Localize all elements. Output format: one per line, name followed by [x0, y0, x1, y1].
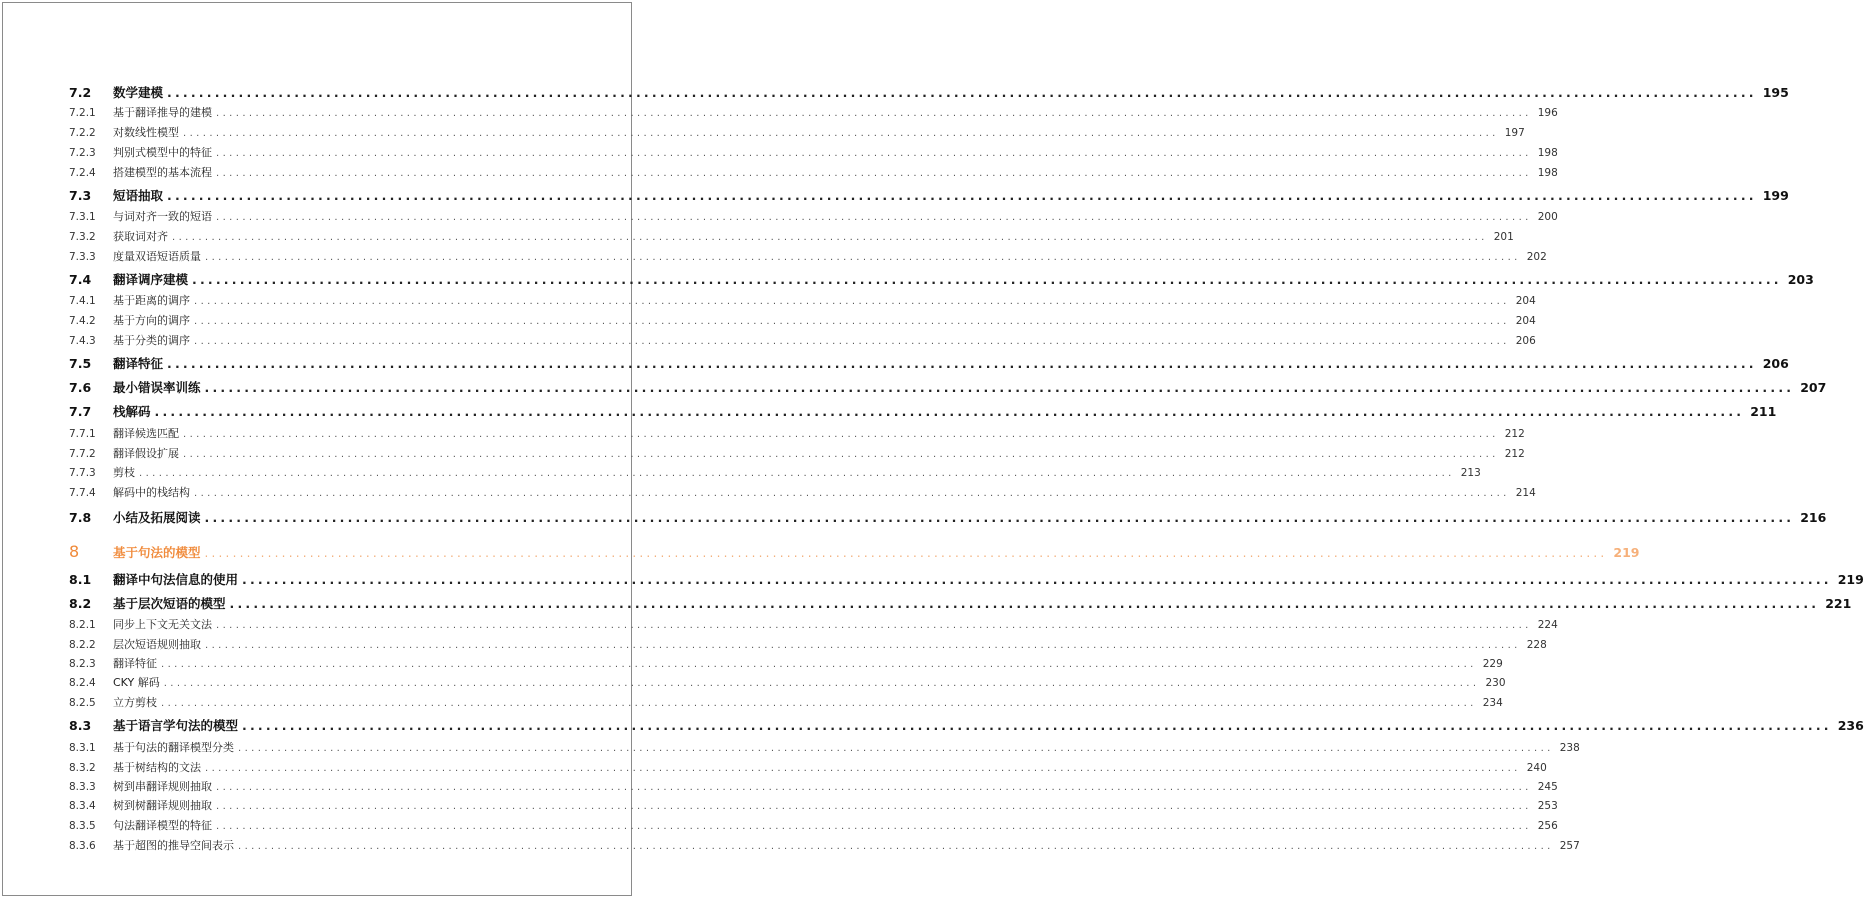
dot-leader: ........................................................................................................................................................................................................ [216, 782, 1532, 793]
toc-entry-7-2-3[interactable] [69, 144, 1558, 160]
toc-entry-page-number: 198 [1537, 167, 1558, 179]
toc-entry-number: 7.5 [69, 356, 92, 371]
toc-entry-number: 7.8 [69, 510, 92, 525]
toc-entry-page-number: 234 [1482, 697, 1503, 709]
toc-entry-page-number: 253 [1537, 800, 1558, 812]
dot-leader: ........................................................................................................................................................................................................ [205, 640, 1521, 651]
toc-entry-7-3[interactable] [69, 186, 1789, 204]
toc-entry-title: 翻译特征 [113, 657, 157, 670]
toc-entry-number: 7.6 [69, 380, 92, 395]
document-page [2, 2, 1864, 896]
toc-entry-7-7-2[interactable] [69, 445, 1525, 461]
dot-leader: ........................................................................................................................................................................................................ [194, 296, 1510, 307]
toc-entry-title: 小结及拓展阅读 [113, 510, 201, 525]
toc-entry-number: 8.2.1 [69, 619, 96, 631]
toc-entry-title: 立方剪枝 [113, 696, 157, 709]
dot-leader: ........................................................................................................................................................................................................ [216, 148, 1532, 159]
toc-entry-number: 7.4.1 [69, 295, 96, 307]
toc-entry-title: 搭建模型的基本流程 [113, 166, 212, 179]
toc-entry-number: 7.7.3 [69, 467, 96, 479]
dot-leader: ........................................................................................................................................................................................................ [167, 188, 1757, 203]
dot-leader: ........................................................................................................................................................................................................ [194, 488, 1510, 499]
toc-entry-title: 短语抽取 [113, 188, 164, 203]
toc-entry-title: 最小错误率训练 [113, 380, 201, 395]
dot-leader: ........................................................................................................................................................................................................ [242, 572, 1832, 587]
dot-leader: ........................................................................................................................................................................................................ [183, 429, 1499, 440]
toc-entry-title: 与词对齐一致的短语 [113, 210, 212, 223]
toc-entry-number: 8.2.2 [69, 639, 96, 651]
toc-entry-page-number: 245 [1537, 781, 1558, 793]
toc-entry-title: 基于翻译推导的建模 [113, 106, 212, 119]
toc-entry-title: 翻译假设扩展 [113, 447, 179, 460]
toc-entry-7-7[interactable] [69, 402, 1777, 420]
toc-entry-page-number: 206 [1515, 335, 1536, 347]
toc-entry-page-number: 221 [1825, 596, 1852, 611]
toc-entry-page-number: 229 [1482, 658, 1503, 670]
toc-entry-title: 基于树结构的文法 [113, 761, 201, 774]
dot-leader: ........................................................................................................................................................................................................ [229, 596, 1820, 611]
toc-entry-number: 8.3.1 [69, 742, 96, 754]
toc-entry-title: 翻译候选匹配 [113, 427, 179, 440]
toc-entry-number: 8 [69, 542, 80, 561]
toc-entry-page-number: 196 [1537, 107, 1558, 119]
toc-entry-page-number: 257 [1559, 840, 1580, 852]
dot-leader: ........................................................................................................................................................................................................ [167, 85, 1757, 100]
toc-entry-number: 8.2.5 [69, 697, 96, 709]
toc-entry-7-4-1[interactable] [69, 292, 1536, 308]
toc-entry-title: 翻译调序建模 [113, 272, 189, 287]
toc-entry-page-number: 236 [1837, 718, 1864, 733]
toc-entry-number: 7.3 [69, 188, 92, 203]
toc-entry-7-7-3[interactable] [69, 464, 1481, 480]
dot-leader: ........................................................................................................................................................................................................ [216, 108, 1532, 119]
dot-leader: ........................................................................................................................................................................................................ [205, 763, 1521, 774]
toc-entry-7-3-2[interactable] [69, 228, 1514, 244]
toc-entry-7-2-1[interactable] [69, 104, 1558, 120]
toc-entry-number: 8.3.5 [69, 820, 96, 832]
toc-entry-page-number: 228 [1526, 639, 1547, 651]
toc-entry-title: 树到树翻译规则抽取 [113, 799, 212, 812]
toc-entry-title: 树到串翻译规则抽取 [113, 780, 212, 793]
toc-entry-title: 句法翻译模型的特征 [113, 819, 212, 832]
toc-entry-page-number: 206 [1762, 356, 1789, 371]
toc-entry-8-3[interactable] [69, 716, 1864, 734]
table-of-contents [3, 3, 1864, 895]
toc-entry-page-number: 216 [1800, 510, 1827, 525]
toc-entry-title: CKY 解码 [113, 676, 160, 689]
dot-leader: ........................................................................................................................................................................................................ [204, 380, 1795, 395]
toc-entry-title: 基于分类的调序 [113, 334, 190, 347]
toc-entry-page-number: 230 [1485, 677, 1506, 689]
toc-entry-7-2-4[interactable] [69, 164, 1558, 180]
toc-entry-title: 栈解码 [113, 404, 151, 419]
dot-leader: ........................................................................................................................................................................................................ [238, 743, 1554, 754]
dot-leader: ........................................................................................................................................................................................................ [238, 841, 1554, 852]
toc-entry-number: 7.7.1 [69, 428, 96, 440]
toc-entry-number: 7.7 [69, 404, 92, 419]
toc-entry-title: 度量双语短语质量 [113, 250, 201, 263]
toc-entry-title: 基于语言学句法的模型 [113, 718, 239, 733]
toc-entry-8-2-5[interactable] [69, 694, 1503, 710]
toc-entry-title: 获取词对齐 [113, 230, 168, 243]
toc-entry-number: 8.2.3 [69, 658, 96, 670]
toc-entry-title: 基于超图的推导空间表示 [113, 839, 234, 852]
toc-entry-8-3-1[interactable] [69, 739, 1580, 755]
toc-entry-number: 7.2.3 [69, 147, 96, 159]
toc-entry-8-2-2[interactable] [69, 636, 1547, 652]
dot-leader: ........................................................................................................................................................................................................ [216, 801, 1532, 812]
dot-leader: ........................................................................................................................................................................................................ [161, 698, 1477, 709]
toc-entry-page-number: 214 [1515, 487, 1536, 499]
toc-entry-page-number: 197 [1504, 127, 1525, 139]
toc-entry-number: 8.3.2 [69, 762, 96, 774]
dot-leader: ........................................................................................................................................................................................................ [192, 272, 1782, 287]
toc-entry-title: 基于方向的调序 [113, 314, 190, 327]
toc-entry-title: 基于句法的翻译模型分类 [113, 741, 234, 754]
toc-entry-number: 7.2.2 [69, 127, 96, 139]
toc-entry-page-number: 195 [1762, 85, 1789, 100]
dot-leader: ........................................................................................................................................................................................................ [154, 404, 1745, 419]
dot-leader: ........................................................................................................................................................................................................ [139, 468, 1455, 479]
dot-leader: ........................................................................................................................................................................................................ [172, 232, 1488, 243]
toc-entry-number: 8.3.4 [69, 800, 96, 812]
toc-entry-number: 7.3.3 [69, 251, 96, 263]
toc-entry-page-number: 203 [1787, 272, 1814, 287]
toc-entry-page-number: 212 [1504, 428, 1525, 440]
toc-entry-title: 判别式模型中的特征 [113, 146, 212, 159]
toc-entry-8-1[interactable] [69, 570, 1864, 588]
toc-entry-number: 7.2.4 [69, 167, 96, 179]
toc-entry-7-4-3[interactable] [69, 332, 1536, 348]
toc-entry-number: 8.2 [69, 596, 92, 611]
toc-entry-page-number: 219 [1837, 572, 1864, 587]
dot-leader: ........................................................................................................................................................................................................ [216, 168, 1532, 179]
toc-entry-8-2[interactable] [69, 594, 1852, 612]
toc-entry-page-number: 240 [1526, 762, 1547, 774]
toc-entry-number: 8.2.4 [69, 677, 96, 689]
toc-entry-number: 8.3.3 [69, 781, 96, 793]
toc-entry-page-number: 219 [1613, 545, 1640, 560]
dot-leader: ........................................................................................................................................................................................................ [194, 316, 1510, 327]
dot-leader: ........................................................................................................................................................................................................ [167, 356, 1757, 371]
toc-entry-8-3-4[interactable] [69, 797, 1558, 813]
toc-entry-page-number: 212 [1504, 448, 1525, 460]
dot-leader: ........................................................................................................................................................................................................ [161, 659, 1477, 670]
toc-entry-page-number: 200 [1537, 211, 1558, 223]
toc-entry-page-number: 256 [1537, 820, 1558, 832]
toc-entry-number: 7.4.3 [69, 335, 96, 347]
dot-leader: ........................................................................................................................................................................................................ [205, 252, 1521, 263]
toc-entry-title: 层次短语规则抽取 [113, 638, 201, 651]
toc-entry-number: 7.3.2 [69, 231, 96, 243]
toc-entry-page-number: 238 [1559, 742, 1580, 754]
toc-entry-title: 同步上下文无关文法 [113, 618, 212, 631]
toc-entry-page-number: 198 [1537, 147, 1558, 159]
toc-entry-number: 7.4 [69, 272, 92, 287]
toc-entry-7-3-3[interactable] [69, 248, 1547, 264]
toc-entry-page-number: 211 [1750, 404, 1777, 419]
toc-entry-8-2-1[interactable] [69, 616, 1558, 632]
toc-entry-7-2[interactable] [69, 83, 1789, 101]
toc-entry-8-2-4[interactable] [69, 674, 1506, 690]
toc-entry-number: 8.3.6 [69, 840, 96, 852]
toc-entry-7-8[interactable] [69, 508, 1827, 526]
toc-entry-8[interactable] [69, 542, 1640, 561]
dot-leader: ........................................................................................................................................................................................................ [204, 546, 1608, 560]
toc-entry-7-7-4[interactable] [69, 484, 1536, 500]
dot-leader: ........................................................................................................................................................................................................ [216, 620, 1532, 631]
toc-entry-title: 对数线性模型 [113, 126, 179, 139]
dot-leader: ........................................................................................................................................................................................................ [183, 128, 1499, 139]
toc-entry-title: 解码中的栈结构 [113, 486, 190, 499]
toc-entry-8-2-3[interactable] [69, 655, 1503, 671]
toc-entry-title: 基于句法的模型 [113, 545, 201, 560]
toc-entry-7-6[interactable] [69, 378, 1827, 396]
toc-entry-number: 7.3.1 [69, 211, 96, 223]
toc-entry-number: 7.4.2 [69, 315, 96, 327]
toc-entry-8-3-6[interactable] [69, 837, 1580, 853]
toc-entry-title: 基于距离的调序 [113, 294, 190, 307]
dot-leader: ........................................................................................................................................................................................................ [183, 449, 1499, 460]
toc-entry-page-number: 204 [1515, 295, 1536, 307]
toc-entry-7-2-2[interactable] [69, 124, 1525, 140]
toc-entry-7-4[interactable] [69, 270, 1814, 288]
toc-entry-number: 7.7.4 [69, 487, 96, 499]
toc-entry-page-number: 199 [1762, 188, 1789, 203]
toc-entry-7-4-2[interactable] [69, 312, 1536, 328]
toc-entry-8-3-3[interactable] [69, 778, 1558, 794]
toc-entry-page-number: 202 [1526, 251, 1547, 263]
toc-entry-number: 7.2.1 [69, 107, 96, 119]
toc-entry-number: 8.3 [69, 718, 92, 733]
toc-entry-title: 翻译中句法信息的使用 [113, 572, 239, 587]
dot-leader: ........................................................................................................................................................................................................ [204, 510, 1795, 525]
toc-entry-page-number: 201 [1493, 231, 1514, 243]
toc-entry-title: 翻译特征 [113, 356, 164, 371]
toc-entry-number: 8.1 [69, 572, 92, 587]
dot-leader: ........................................................................................................................................................................................................ [242, 718, 1832, 733]
toc-entry-7-3-1[interactable] [69, 208, 1558, 224]
dot-leader: ........................................................................................................................................................................................................ [194, 336, 1510, 347]
dot-leader: ........................................................................................................................................................................................................ [216, 821, 1532, 832]
toc-entry-page-number: 207 [1800, 380, 1827, 395]
toc-entry-page-number: 204 [1515, 315, 1536, 327]
toc-entry-title: 基于层次短语的模型 [113, 596, 226, 611]
toc-entry-7-7-1[interactable] [69, 425, 1525, 441]
toc-entry-title: 数学建模 [113, 85, 164, 100]
toc-entry-number: 7.2 [69, 85, 92, 100]
dot-leader: ........................................................................................................................................................................................................ [216, 212, 1532, 223]
toc-entry-7-5[interactable] [69, 354, 1789, 372]
toc-entry-8-3-2[interactable] [69, 759, 1547, 775]
toc-entry-number: 7.7.2 [69, 448, 96, 460]
toc-entry-8-3-5[interactable] [69, 817, 1558, 833]
dot-leader: ........................................................................................................................................................................................................ [163, 678, 1480, 689]
toc-entry-page-number: 213 [1460, 467, 1481, 479]
toc-entry-page-number: 224 [1537, 619, 1558, 631]
toc-entry-title: 剪枝 [113, 466, 135, 479]
